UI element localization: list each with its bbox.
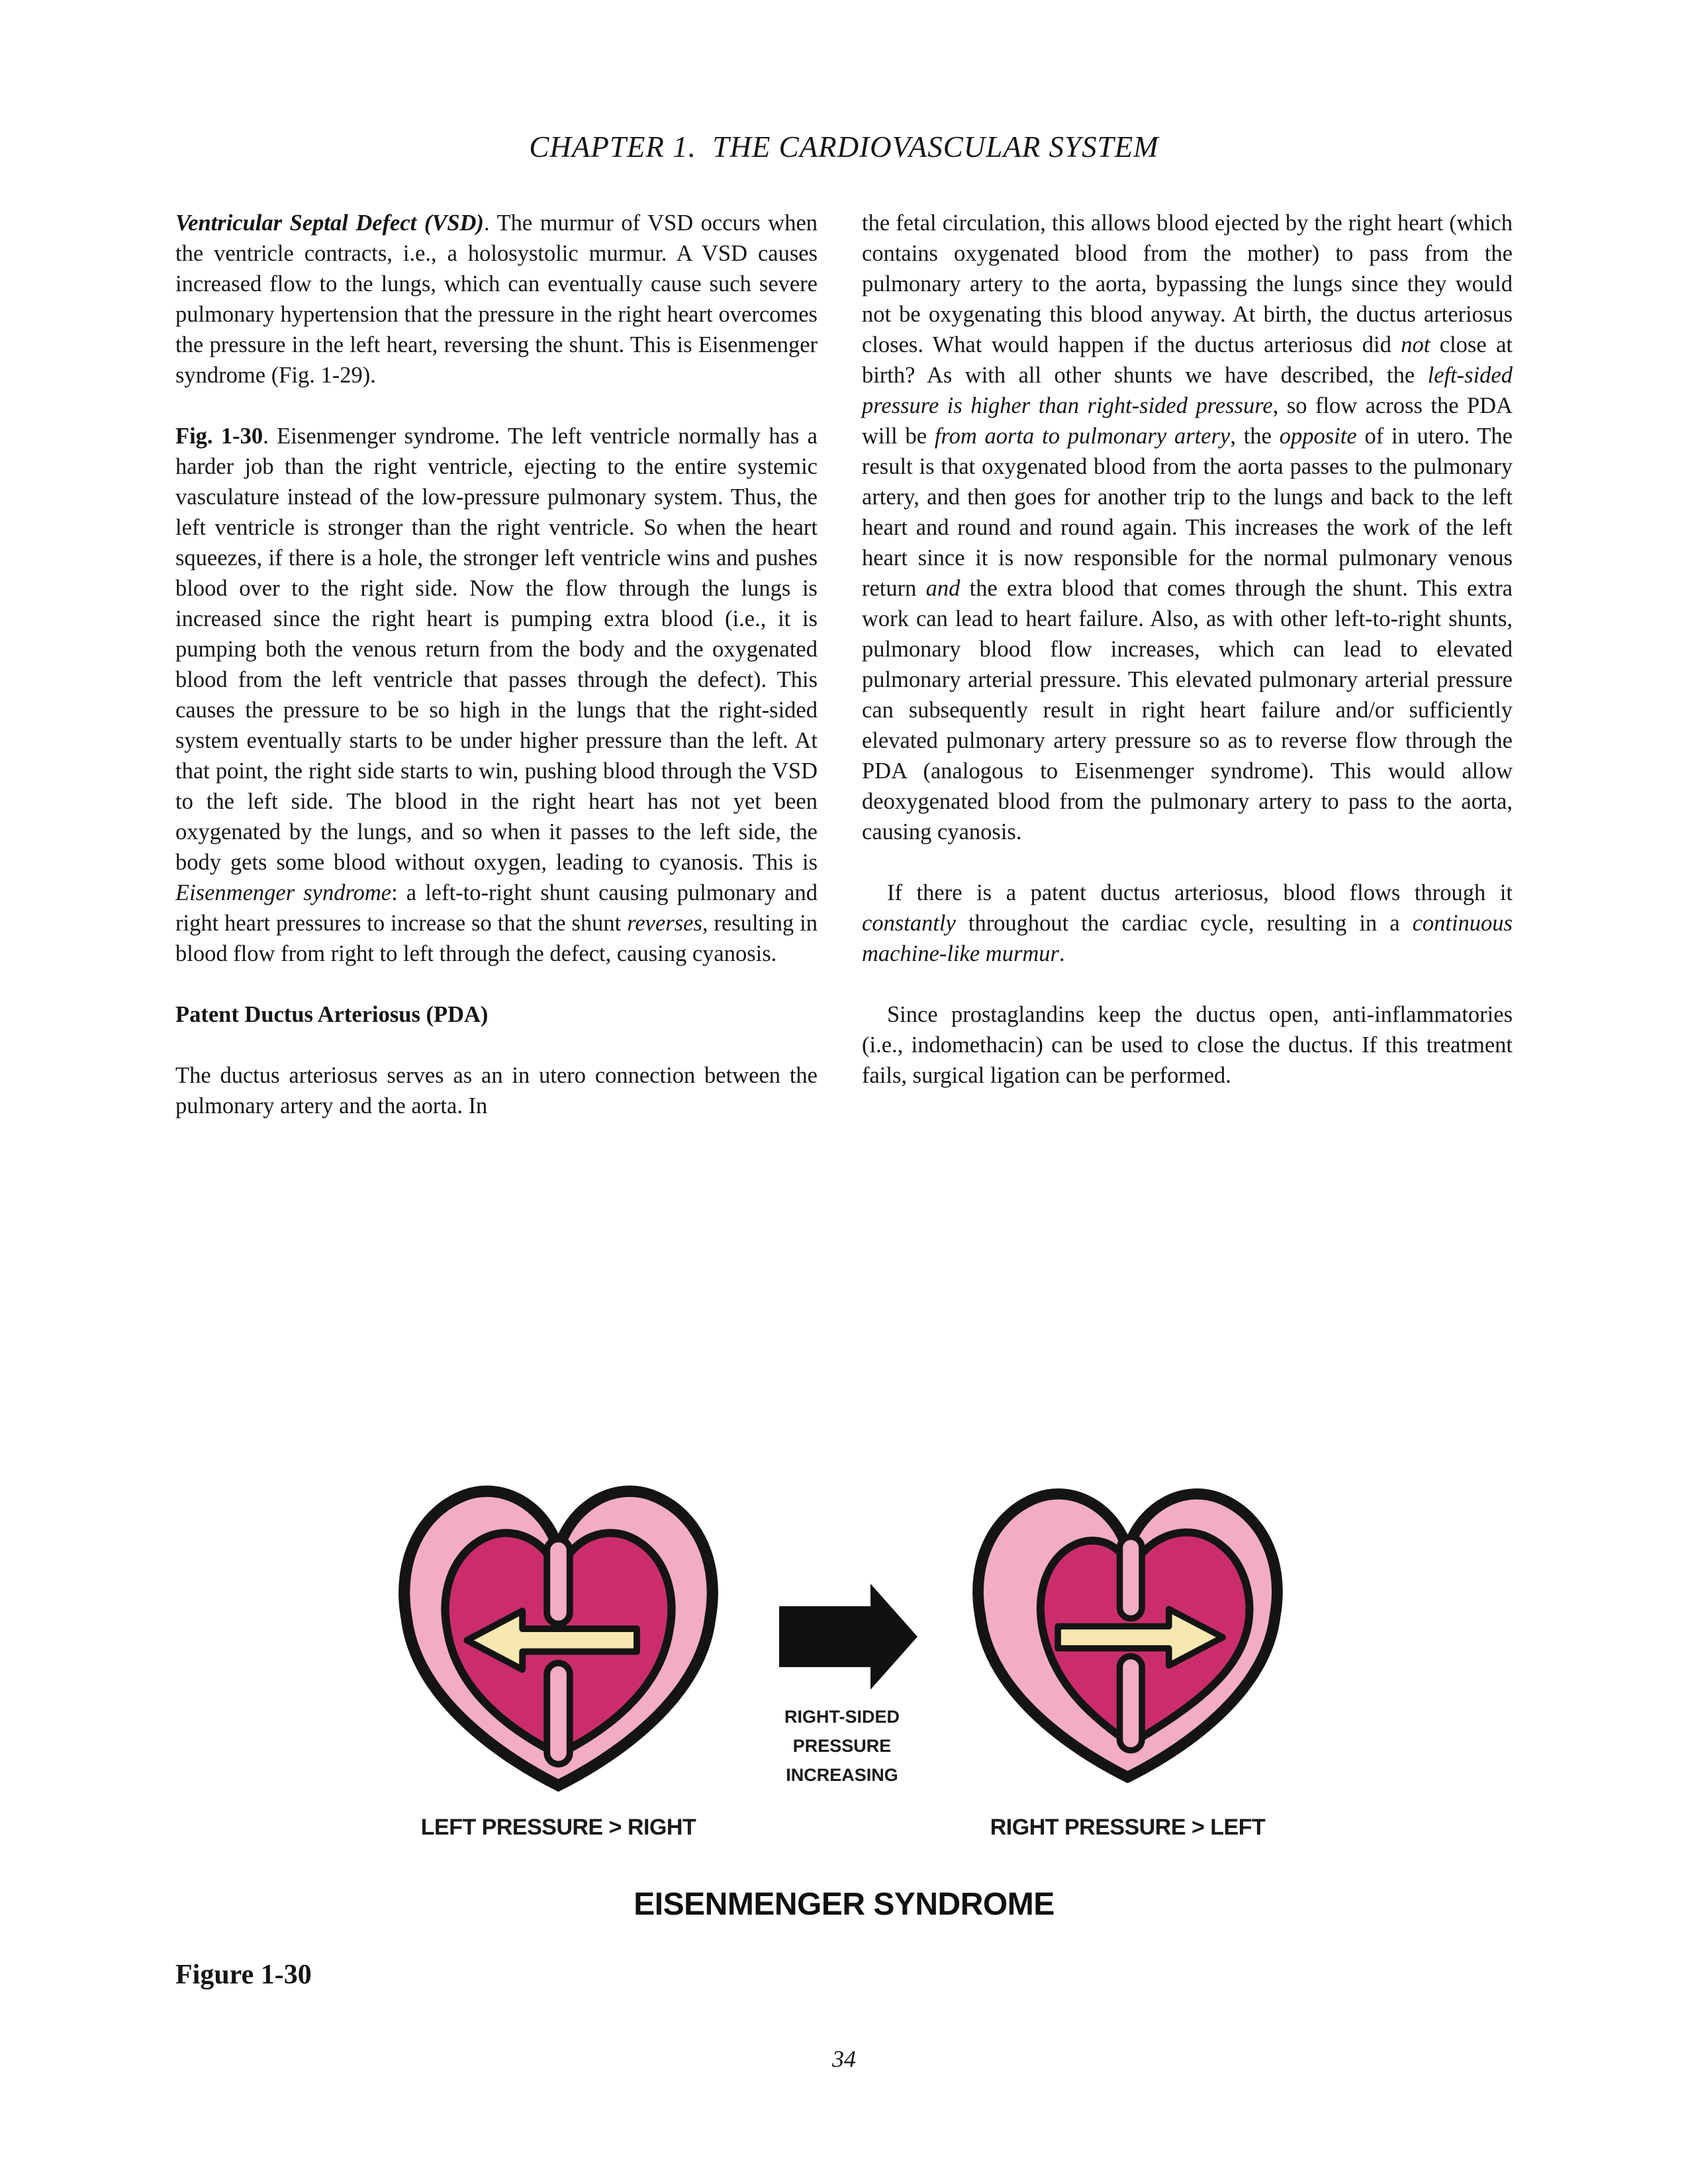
running-head: CHAPTER 1. THE CARDIOVASCULAR SYSTEM <box>529 130 1159 163</box>
right-heart-illustration <box>953 1477 1302 1785</box>
text-run: reverses, <box>627 911 708 936</box>
pressure-transition-arrow-icon <box>776 1580 920 1694</box>
figure-number-label: Figure 1-30 <box>175 1960 312 1990</box>
right-column <box>862 208 1513 1121</box>
right-arrow-glyph <box>779 1584 917 1690</box>
text-run: close at birth? As with all other shunts we have described, the <box>862 332 1513 388</box>
text-run: not <box>1401 332 1430 357</box>
paragraph <box>862 208 1513 847</box>
text-run: Patent Ductus Arteriosus (PDA) <box>175 1002 489 1027</box>
text-run: Ventricular Septal Defect (VSD) <box>175 210 484 236</box>
figure-title: EISENMENGER SYNDROME <box>633 1887 1055 1922</box>
page-number: 34 <box>832 2046 856 2072</box>
text-run: opposite <box>1279 424 1357 449</box>
text-run: and <box>925 576 961 601</box>
paragraph <box>862 999 1513 1091</box>
text-run: the extra blood that comes through the shunt. This extra work can lead to heart failure. Also, as with other left-to-right shunts, pulmonary blood flow increases, which can lead to elevated pulmonary arterial pressure. This elevated pulmonary arterial pressure can subsequently result in right heart failure and/or sufficiently elevated pulmonary artery pressure so as to reverse flow through the PDA (analogous to Eisenmenger syndrome). This would allow deoxygenated blood from the pulmonary artery to pass to the aorta, causing cyanosis. <box>862 576 1513 844</box>
text-run: . The murmur of VSD occurs when the ventricle contracts, i.e., a holosystolic murmur. A VSD causes increased flow to the lungs, which can eventually cause such severe pulmonary hypertension that the pressure in the right heart overcomes the pressure in the left heart, reversing the shunt. This is Eisenmenger syndrome (Fig. 1-29). <box>175 210 818 388</box>
transition-arrow-caption: RIGHT-SIDED PRESSURE INCREASING <box>784 1707 900 1785</box>
text-run: . <box>1058 941 1065 966</box>
section-heading <box>175 999 818 1030</box>
text-run: Since prostaglandins keep the ductus open, anti-inflammatories (i.e., indomethacin) can be used to close the ductus. If this treatment fails, surgical ligation can be performed. <box>862 1002 1513 1088</box>
text-run: of in utero. The result is that oxygenated blood from the aorta passes to the pulmonary artery, and then goes for another trip to the lungs and back to the left heart and round and round again. This increases the work of the left heart since it is now responsible for the normal pulmonary venous return <box>862 424 1513 601</box>
text-run: resulting in blood flow from right to left through the defect, causing cyanosis. <box>175 911 818 966</box>
right-heart-septum-lower <box>1120 1656 1143 1750</box>
paragraph <box>175 208 818 390</box>
text-run: : a left-to-right shunt causing pulmonary and right heart pressures to increase so that the shunt <box>175 880 818 936</box>
left-heart-septum-upper <box>547 1539 570 1624</box>
text-run: Eisenmenger syndrome <box>175 880 392 905</box>
left-heart-septum-lower <box>547 1663 570 1764</box>
text-run: If there is a patent ductus arteriosus, blood flows through it <box>887 880 1513 905</box>
left-heart-illustration <box>379 1474 738 1794</box>
text-run: , the <box>1230 424 1280 449</box>
text-run: continuous machine-like murmur <box>862 911 1513 966</box>
right-heart-caption: RIGHT PRESSURE > LEFT <box>990 1815 1266 1840</box>
paragraph <box>175 421 818 969</box>
text-run: from aorta to pulmonary artery <box>934 424 1231 449</box>
left-heart-caption: LEFT PRESSURE > RIGHT <box>420 1815 696 1840</box>
paragraph <box>862 878 1513 969</box>
right-heart-septum-upper <box>1120 1537 1143 1618</box>
text-run: The ductus arteriosus serves as an in utero connection between the pulmonary artery and the aorta. In <box>175 1063 818 1118</box>
text-run: . Eisenmenger syndrome. The left ventricle normally has a harder job than the right ventricle, ejecting to the entire systemic vasculature instead of the low-pressure pulmonary system. Thus, the left ventricle is stronger than the right ventricle. So when the heart squeezes, if there is a hole, the stronger left ventricle wins and pushes blood over to the right side. Now the flow through the lungs is increased since the right heart is pumping extra blood (i.e., it is pumping both the venous return from the body and the oxygenated blood from the left ventricle that passes through the defect). This causes the pressure to be so high in the lungs that the right-sided system eventually starts to be under higher pressure than the left. At that point, the right side starts to win, pushing blood through the VSD to the left side. The blood in the right heart has not yet been oxygenated by the lungs, and so when it passes to the left side, the body gets some blood without oxygen, leading to cyanosis. This is <box>175 424 818 875</box>
left-column <box>175 208 818 1152</box>
text-run: left-sided pressure is higher than right-sided pressure <box>862 363 1513 418</box>
text-run: Fig. 1-30 <box>175 424 263 449</box>
text-run: constantly <box>862 911 956 936</box>
paragraph <box>175 1060 818 1121</box>
text-run: throughout the cardiac cycle, resulting in a <box>955 911 1413 936</box>
text-run: the fetal circulation, this allows blood ejected by the right heart (which contains oxygenated blood from the mother) to pass from the pulmonary artery to the aorta, bypassing the lungs since they would not be oxygenating this blood anyway. At birth, the ductus arteriosus closes. What would happen if the ductus arteriosus did <box>862 210 1513 357</box>
text-run: , so flow across the PDA will be <box>862 393 1513 449</box>
